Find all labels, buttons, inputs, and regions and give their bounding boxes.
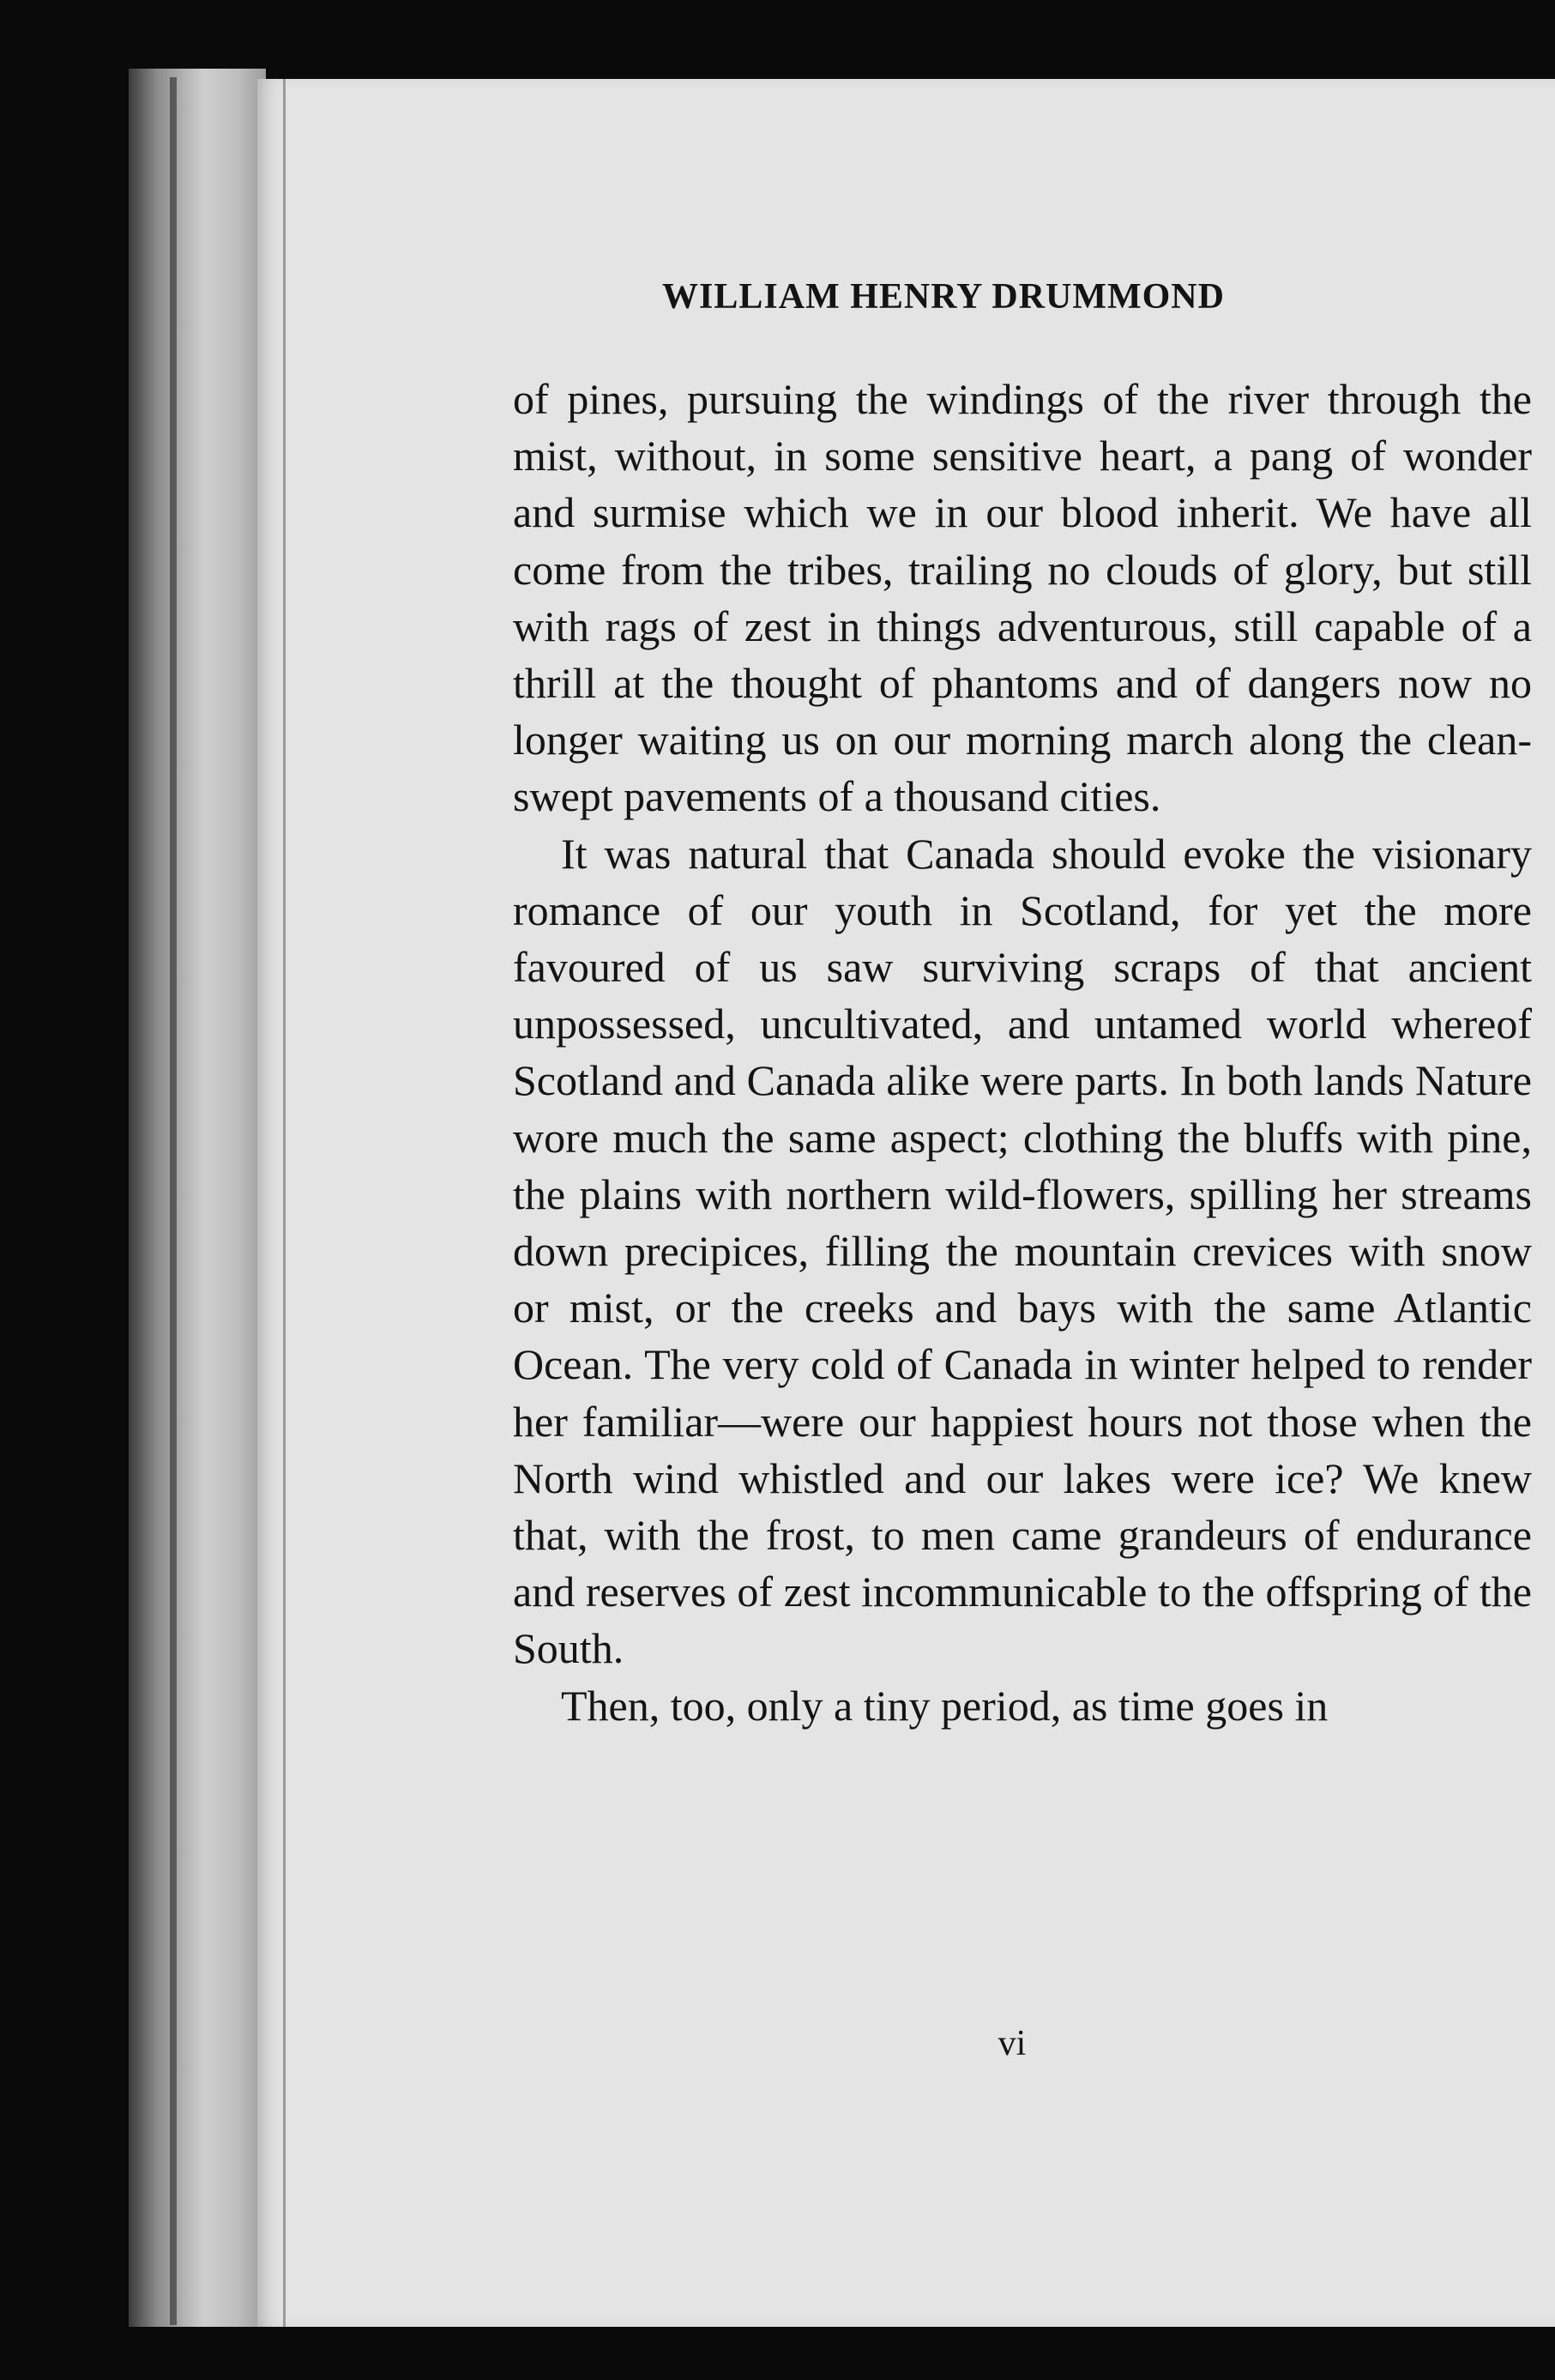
page-gutter-line (283, 79, 286, 2327)
paragraph: of pines, pursuing the windings of the river through the mist, without, in some sensitive heart, a pang of wonder and surmise which we in our blood inherit. We have all come from the tribes, trailing no clouds of glory, but still with rags of zest in things adventurous, still capable of a thrill at the thought of phantoms and of dangers now no longer waiting us on our morning march along the clean-swept pavements of a thousand cities. (513, 375, 1532, 821)
fore-edge-shadow (170, 77, 177, 2325)
book-fore-edge (129, 69, 266, 2334)
body-text (513, 371, 1532, 1734)
paragraph: It was natural that Canada should evoke the visionary romance of our youth in Scotland, for yet the more favoured of us saw surviving scraps of that ancient unpossessed, uncultivated, and untamed world whereof Scotland and Canada alike were parts. In both lands Nature wore much the same aspect; clothing the bluffs with pine, the plains with northern wild-flowers, spilling her streams down precipices, filling the mountain crevices with snow or mist, or the creeks and bays with the same Atlantic Ocean. The very cold of Canada in winter helped to render her familiar—were our happiest hours not those when the North wind whistled and our lakes were ice? We knew that, with the frost, to men came grandeurs of endurance and reserves of zest incommunicable to the offspring of the South. (513, 829, 1532, 1673)
scan-bottom-border (0, 2327, 1555, 2380)
paragraph: Then, too, only a tiny period, as time goes in (561, 1681, 1329, 1730)
page-number: vi (997, 2024, 1027, 2063)
running-head: WILLIAM HENRY DRUMMOND (662, 277, 1225, 317)
